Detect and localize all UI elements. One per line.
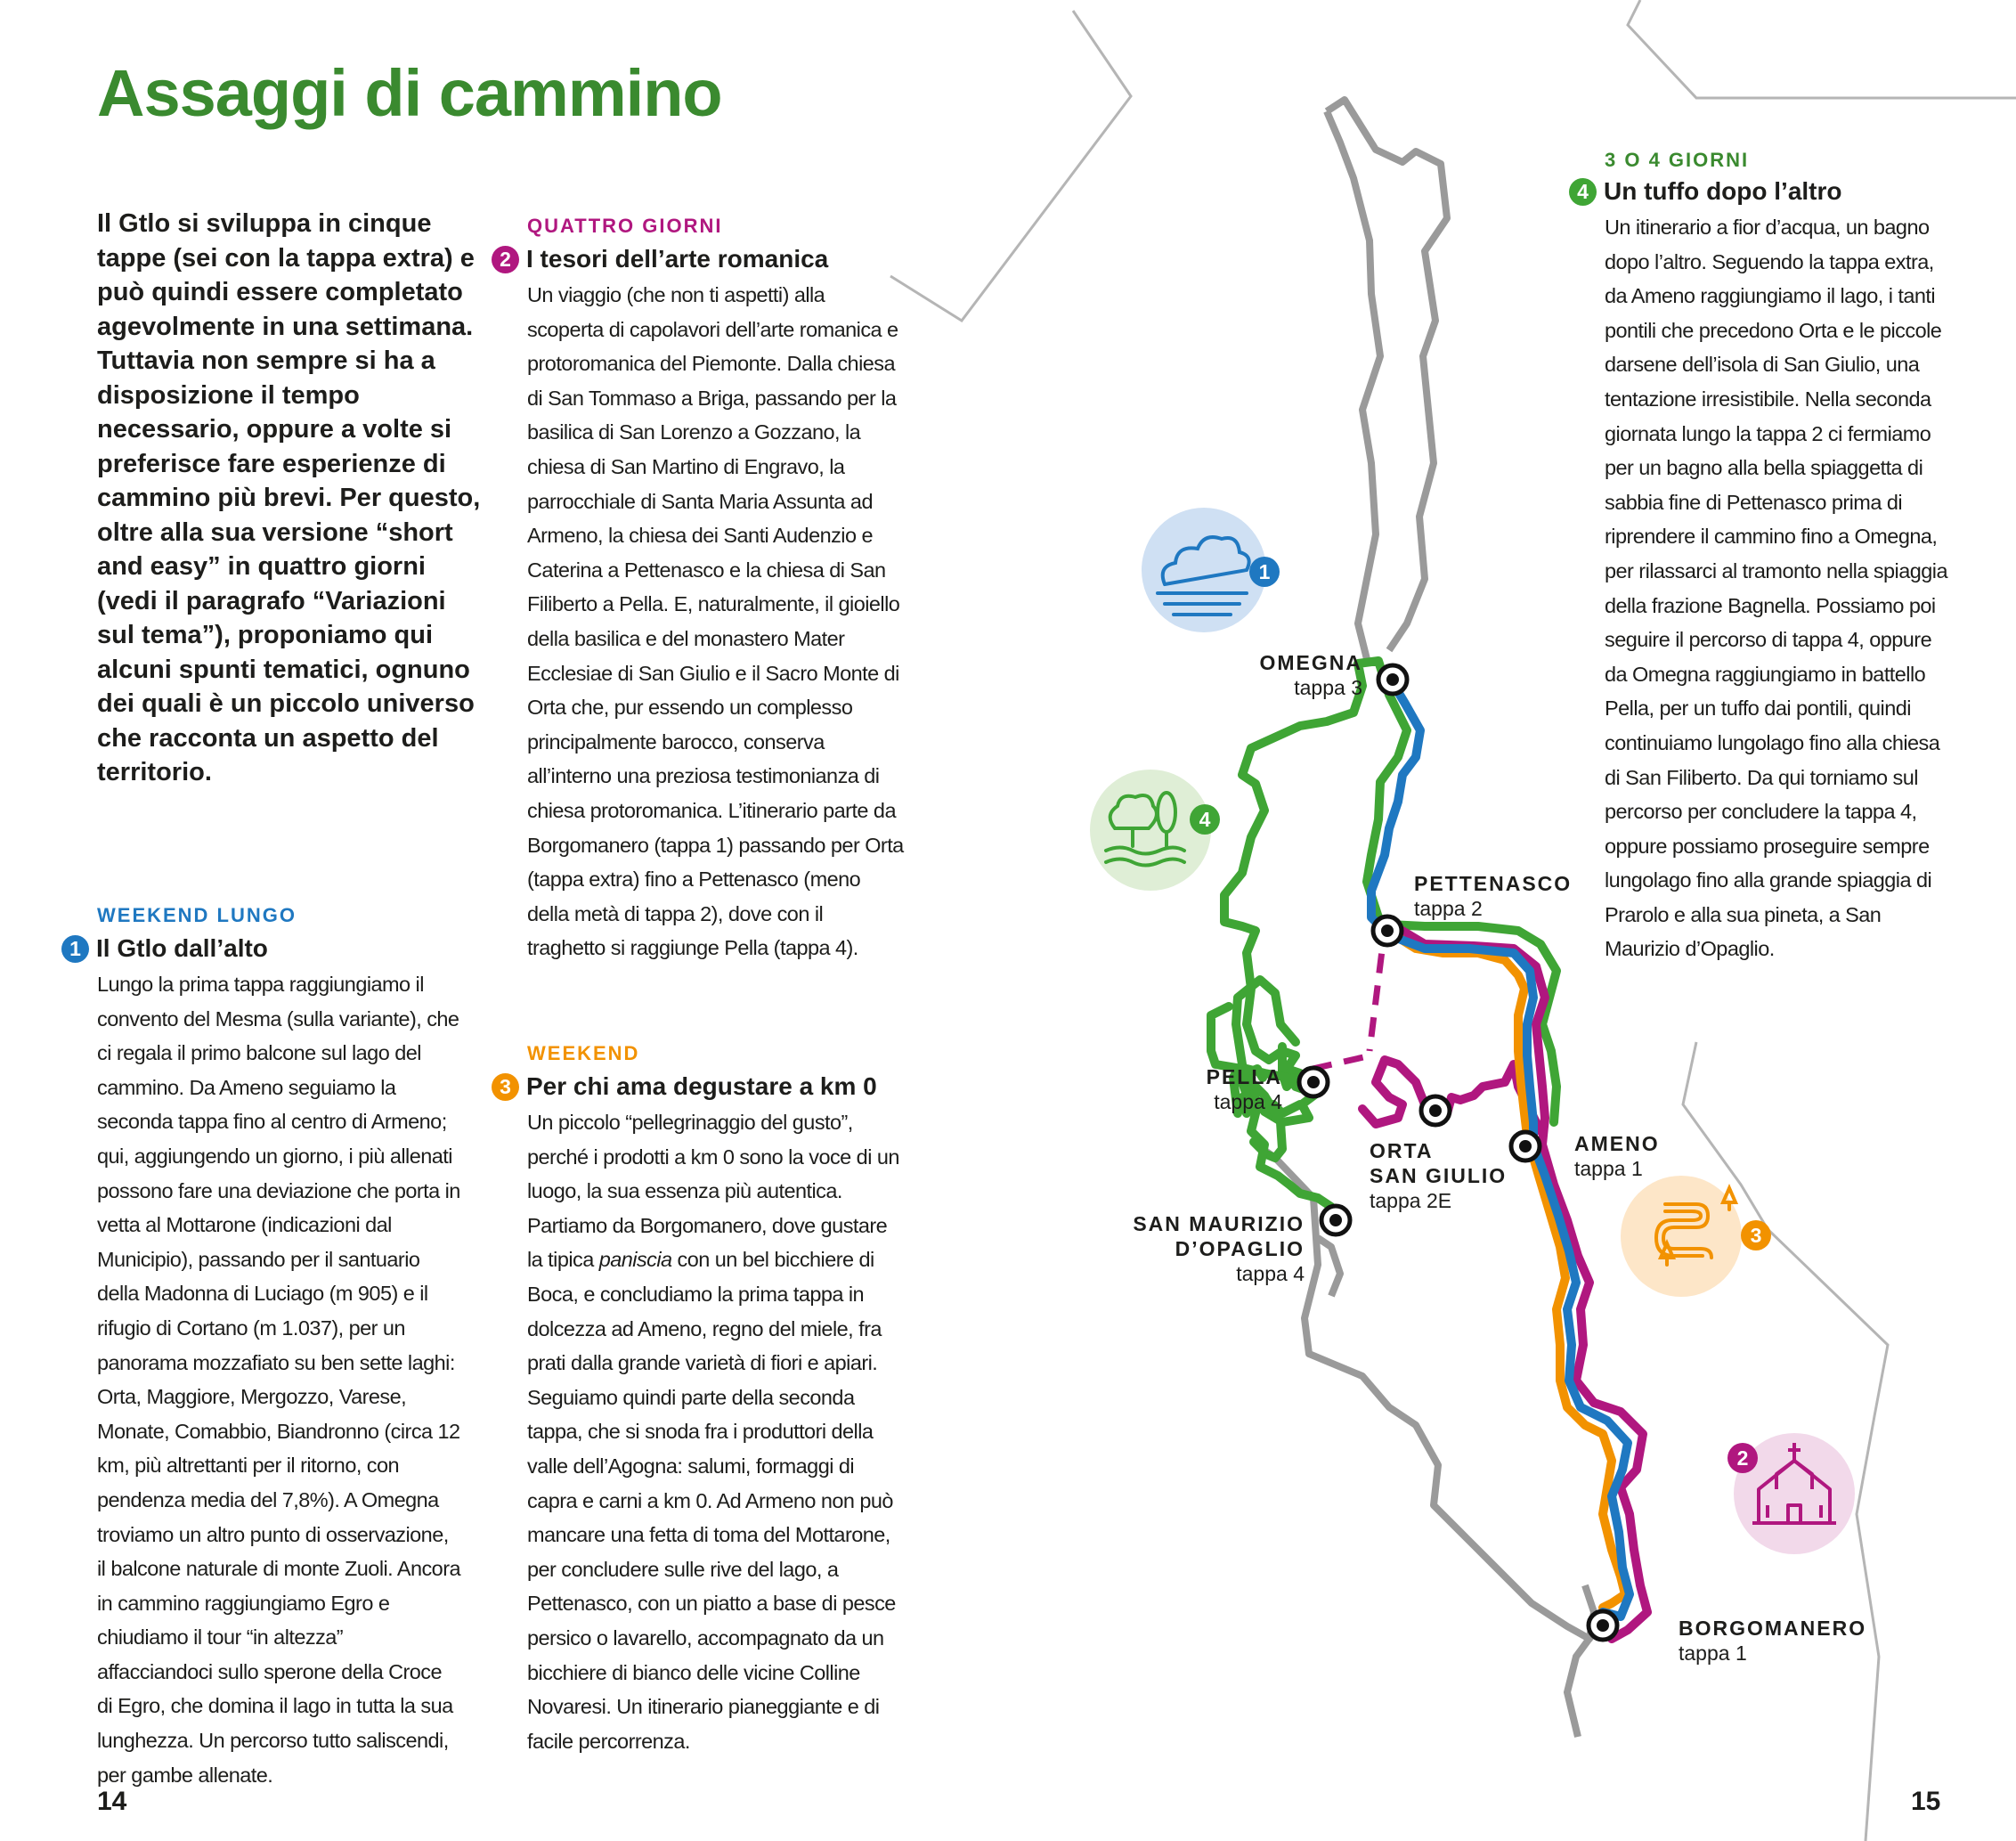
- section-2-text: Un viaggio (che non ti aspetti) alla scoperta di capolavori dell’arte romanica e protoromanica del Piemonte. Dalla chiesa di San Tommaso a Briga, passando per la basilica di San Lorenzo a Gozzano, la chiesa di San Martino di Engravo, la parrocchiale di Santa Maria Assunta ad Armeno, la chiesa dei Santi Audenzio e Caterina a Pettenasco e la chiesa di San Filiberto a Pella. E, naturalmente, il gioiello della basilica e del monastero Mater Ecclesiae di San Giulio e il Sacro Monte di Orta che, pur essendo un complesso principalmente barocco, conserva all’interno una preziosa testimonianza di chiesa protoromanica. L’itinerario parte da Borgomanero (tappa 1) passando per Orta (tappa extra) fino a Pettenasco (meno della metà di tappa 2), dove con il traghetto si raggiunge Pella (tappa 4).: [527, 283, 904, 960]
- section-1-title: Il Gtlo dall’alto: [96, 934, 268, 962]
- label-dopaglio-name: D’OPAGLIO: [1175, 1237, 1305, 1260]
- page-number-right: 15: [1911, 1787, 1941, 1816]
- section-3-number: 3: [492, 1073, 519, 1101]
- label-pettenasco: [1414, 871, 1592, 921]
- section-4-heading: [1577, 176, 1842, 207]
- theme-3-bg: [1621, 1176, 1742, 1297]
- section-1-text: Lungo la prima tappa raggiungiamo il convento del Mesma (sulla variante), che ci regala il primo balcone sul lago del cammino. Da Ameno seguiamo la seconda tappa fino al centro di Armeno; qui, aggiungendo un giorno, i più allenati possono fare una deviazione che porta in vetta al Mottarone (indicazioni dal Municipio), passando per il santuario della Madonna di Luciago (m 905) e il rifugio di Cortano (m 1.037), per un panorama mozzafiato su ben sette laghi: Orta, Maggiore, Mergozzo, Varese, Monate, Comabbio, Biandronno (circa 12 km, più altrettanti per il ritorno, con pendenza media del 7,8%). A Omegna troviamo un altro punto di osservazione, il balcone naturale di monte Zuoli. Ancora in cammino raggiungiamo Egro e chiudiamo il tour “in altezza” affacciandoci sullo sperone della Croce di Egro, che domina il lago in tutta la sua lunghezza. Un percorso tutto saliscendi, per gambe allenate.: [97, 973, 460, 1787]
- section-4-title: Un tuffo dopo l’altro: [1604, 177, 1842, 205]
- label-orta-san-giulio: [1370, 1138, 1530, 1213]
- label-omegna-stage: tappa 3: [1294, 676, 1362, 699]
- section-2-number: 2: [492, 246, 519, 273]
- label-pella: [1149, 1064, 1282, 1114]
- label-borgomanero-name: BORGOMANERO: [1679, 1617, 1867, 1640]
- theme-4-bg: [1090, 770, 1211, 891]
- marker-omegna[interactable]: [1378, 665, 1407, 694]
- label-omegna: [1229, 650, 1362, 700]
- theme-badge-1: 1: [1249, 557, 1280, 587]
- label-ameno: [1574, 1131, 1681, 1181]
- marker-pella[interactable]: [1299, 1068, 1328, 1096]
- section-2-heading: [500, 244, 829, 274]
- theme-badge-3: 3: [1741, 1220, 1771, 1250]
- intro-paragraph: Il Gtlo si sviluppa in cinque tappe (sei con la tappa extra) e può quindi essere completato agevolmente in una settimana. Tuttavia non sempre si ha a disposizione il tempo necessario, oppure a volte si preferisce fare esperienze di cammino più brevi. Per questo, oltre alla sua versione “short and easy” in quattro giorni (vedi il paragrafo “Variazioni sul tema”), proponiamo qui alcuni spunti tematici, ognuno dei quali è un piccolo universo che racconta un aspetto del territorio.: [97, 209, 481, 786]
- section-1-heading: [69, 933, 268, 964]
- label-san-maurizio-name: SAN MAURIZIO: [1133, 1212, 1305, 1235]
- section-3-heading: [500, 1071, 877, 1102]
- page-number-left: 14: [97, 1787, 127, 1816]
- section-3-text-em: paniscia: [598, 1248, 672, 1272]
- label-orta-san-giulio-stage: tappa 2E: [1370, 1189, 1452, 1212]
- border-line-top: [890, 11, 1131, 321]
- section-1-number: 1: [61, 935, 89, 963]
- label-pettenasco-name: PETTENASCO: [1414, 872, 1573, 895]
- section-2-title: I tesori dell’arte romanica: [526, 245, 829, 273]
- section-1-kicker: WEEKEND LUNGO: [97, 904, 297, 926]
- section-3-text-b: con un bel bicchiere di Boca, e concludiamo la prima tappa in dolcezza ad Ameno, regno del miele, fra prati dalla grande varietà di fiori e apiari. Seguiamo quindi parte della seconda tappa, che si snoda fra i produttori della valle dell’Agogna: salumi, formaggi di capra e carni a km 0. Ad Armeno non può mancare una fetta di toma del Mottarone, per concludere sulle rive del lago, a Pettenasco, con un piatto a base di pesce persico o lavarello, accompagnato da un bicchiere di bianco delle vicine Colline Novaresi. Un itinerario pianeggiante e di facile percorrenza.: [527, 1248, 896, 1753]
- label-pella-stage: tappa 4: [1214, 1090, 1282, 1113]
- marker-pettenasco[interactable]: [1373, 916, 1402, 945]
- label-orta-name: ORTA: [1370, 1139, 1434, 1162]
- section-3-text-a: Un piccolo “pellegrinaggio del gusto”, perché i prodotti a km 0 sono la voce di un luogo, la sua essenza più autentica. Partiamo da Borgomanero, dove gustare la tipica: [527, 1111, 899, 1272]
- label-borgomanero: [1679, 1616, 1874, 1666]
- label-pettenasco-stage: tappa 2: [1414, 897, 1483, 920]
- theme-badge-2: 2: [1727, 1443, 1758, 1473]
- page-title: Assaggi di cammino: [97, 56, 722, 130]
- section-4-number: 4: [1569, 178, 1597, 206]
- section-3-title: Per chi ama degustare a km 0: [526, 1072, 877, 1100]
- section-2-kicker: QUATTRO GIORNI: [527, 215, 723, 237]
- lake-outline-south: [1263, 1149, 1594, 1639]
- label-borgomanero-stage: tappa 1: [1679, 1641, 1747, 1665]
- label-ameno-name: AMENO: [1574, 1132, 1660, 1155]
- section-4-text: Un itinerario a fior d’acqua, un bagno dopo l’altro. Seguendo la tappa extra, da Ameno raggiungiamo il lago, i tanti pontili che precedono Orta e le piccole darsene dell’isola di San Giulio, una tentazione irresistibile. Nella seconda giornata lungo la tappa 2 ci fermiamo per un bagno alla bella spiaggetta di sabbia fine di Pettenasco prima di riprendere il cammino fino a Omegna, per rilassarci al tramonto nella spiaggia della frazione Bagnella. Possiamo poi seguire il percorso di tappa 4, oppure da Omegna raggiungiamo in battello Pella, per un tuffo dai pontili, quindi continuiamo lungolago fino alla chiesa di San Filiberto. Da qui torniamo sul percorso per concludere la tappa 4, oppure possiamo proseguire sempre lungolago fino alla grande spiaggia di Prarolo e alla sua pineta, a San Maurizio d’Opaglio.: [1605, 216, 1947, 961]
- marker-borgomanero[interactable]: [1589, 1611, 1617, 1640]
- marker-san-maurizio[interactable]: [1321, 1206, 1350, 1234]
- section-3-text: [527, 1105, 906, 1758]
- lake-outline: [1327, 100, 1447, 659]
- label-pella-name: PELLA: [1206, 1065, 1282, 1088]
- lake-south-tail: [1567, 1630, 1596, 1737]
- label-san-maurizio-stage: tappa 4: [1236, 1262, 1305, 1285]
- route-magenta-ferry-2: [1313, 1055, 1371, 1069]
- section-3-kicker: WEEKEND: [527, 1042, 640, 1064]
- marker-orta-san-giulio[interactable]: [1421, 1096, 1450, 1125]
- section-4-kicker: 3 O 4 GIORNI: [1605, 149, 1750, 171]
- route-orange: [1387, 931, 1625, 1608]
- label-omegna-name: OMEGNA: [1259, 651, 1362, 674]
- label-san-giulio-name: SAN GIULIO: [1370, 1164, 1508, 1187]
- theme-badge-4: 4: [1190, 804, 1220, 835]
- label-san-maurizio: [1104, 1211, 1305, 1286]
- border-line-top-right: [1628, 0, 2016, 98]
- route-magenta-orta: [1362, 1060, 1540, 1131]
- label-ameno-stage: tappa 1: [1574, 1157, 1643, 1180]
